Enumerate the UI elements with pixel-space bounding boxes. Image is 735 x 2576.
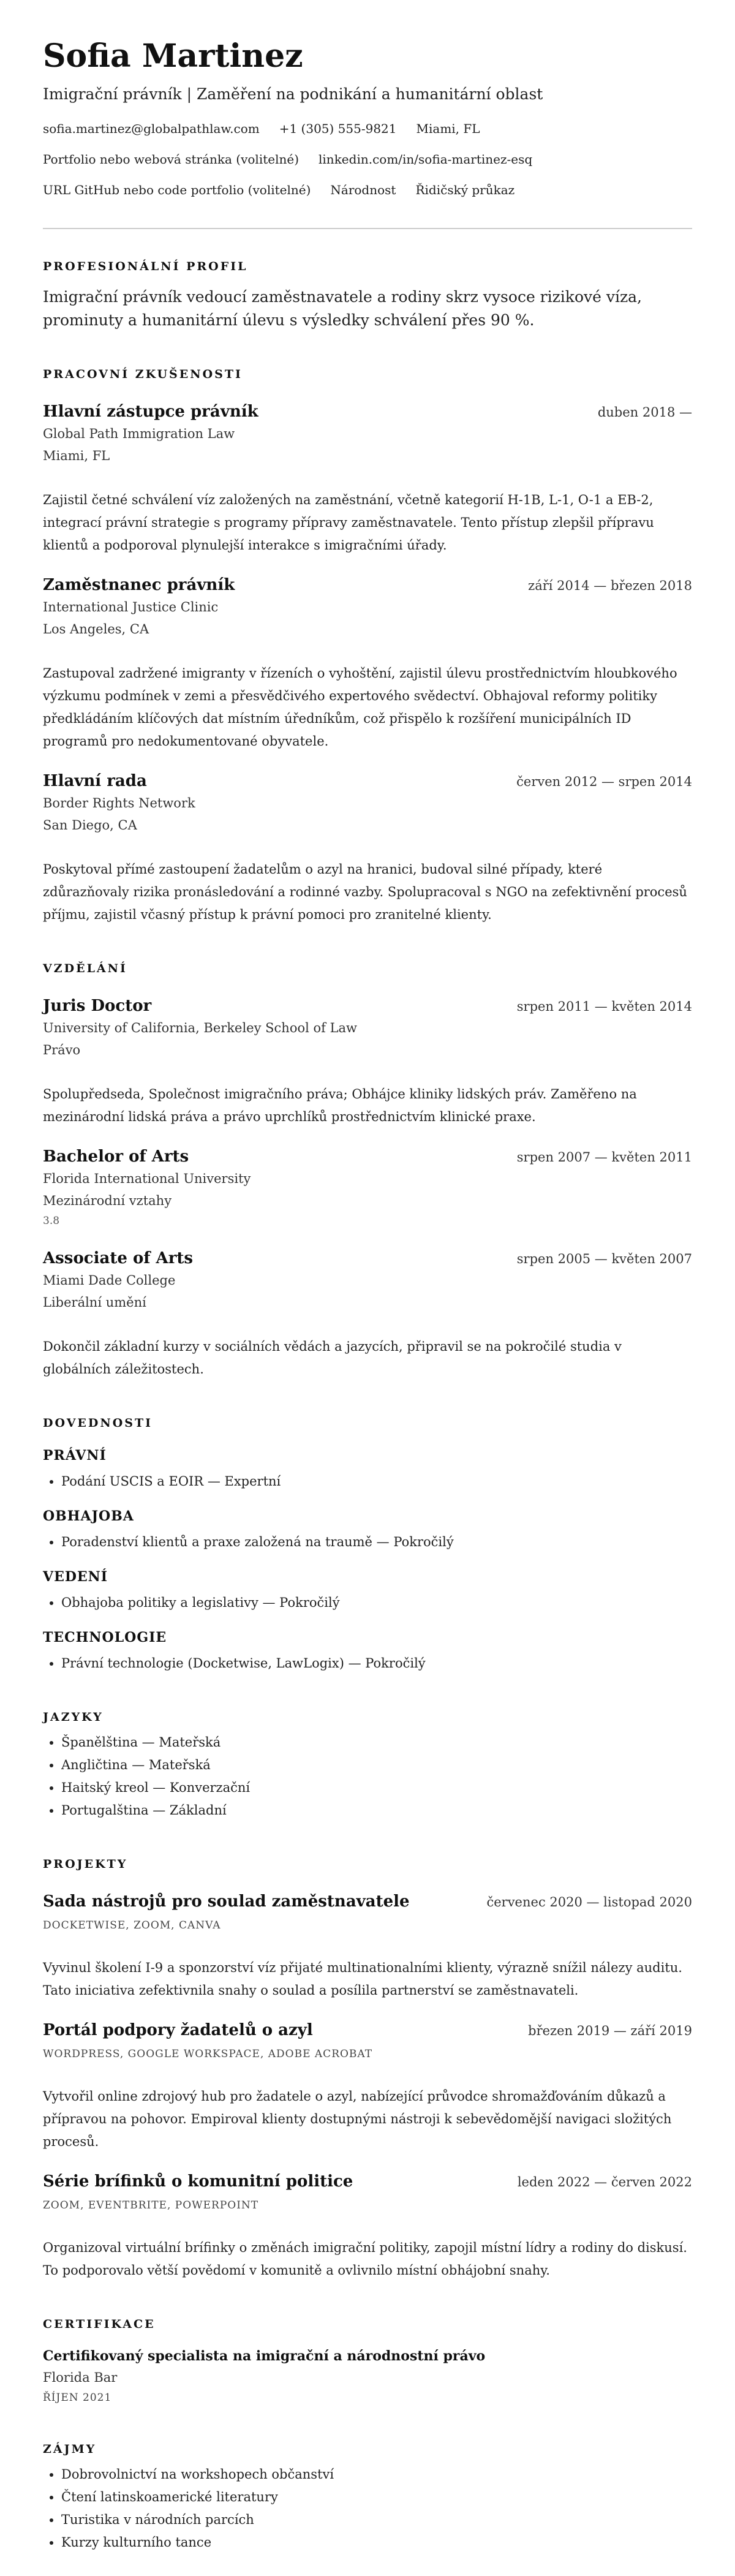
profile-heading: PROFESIONÁLNÍ PROFIL <box>43 260 248 273</box>
education-entry <box>43 1146 692 1230</box>
skill-list <box>43 1531 692 1554</box>
languages-heading: JAZYKY <box>43 1710 104 1724</box>
profile-text: Imigrační právník vedoucí zaměstnavatele a rodiny skrz vysoce rizikové víza, prominuty a humanitární úlevu s výsledky schválení přes 90 %. <box>43 288 643 329</box>
interest-list <box>43 2463 692 2554</box>
nationality-label: Národnost <box>330 183 396 197</box>
skills-heading: DOVEDNOSTI <box>43 1416 153 1430</box>
language-list <box>43 1731 692 1822</box>
interest-item: • Kurzy kulturního tance <box>61 2531 692 2554</box>
employer-name: Global Path Immigration Law <box>43 426 235 441</box>
experience-section <box>43 365 692 926</box>
job-description: Zajistil četné schválení víz založených na zaměstnání, včetně kategorií H-1B, L-1, O-1 a EB-2, integrací právní strategie s programy přípravy zaměstnavatele. Tento přístup zlepšil přípravu klientů a podporoval plynulejší interakce s imigračními úřady. <box>43 493 654 553</box>
experience-heading: PRACOVNÍ ZKUŠENOSTI <box>43 368 243 381</box>
experience-entry <box>43 574 692 753</box>
skill-list <box>43 1652 692 1675</box>
project-entry <box>43 2019 692 2153</box>
skill-category: OBHAJOBA <box>43 1508 134 1524</box>
interests-section <box>43 2440 692 2554</box>
skill-list <box>43 1470 692 1493</box>
project-entry <box>43 1890 692 2002</box>
degree-dates: srpen 2005 — květen 2007 <box>516 1252 692 1266</box>
gpa-value: 3.8 <box>43 1215 60 1227</box>
job-location: Miami, FL <box>43 448 110 463</box>
school-name: University of California, Berkeley School of Law <box>43 1021 358 1035</box>
project-dates: červenec 2020 — listopad 2020 <box>486 1895 692 1909</box>
language-item: • Španělština — Mateřská <box>61 1731 692 1754</box>
projects-section <box>43 1855 692 2282</box>
project-name: Sada nástrojů pro soulad zaměstnavatele <box>43 1892 410 1911</box>
skill-category: PRÁVNÍ <box>43 1448 107 1464</box>
language-item: • Angličtina — Mateřská <box>61 1754 692 1777</box>
certification-date: ŘÍJEN 2021 <box>43 2392 112 2404</box>
certifications-section <box>43 2315 692 2407</box>
skill-list <box>43 1592 692 1614</box>
education-entry <box>43 1247 692 1381</box>
project-name: Série brífinků o komunitní politice <box>43 2172 353 2191</box>
employer-name: Border Rights Network <box>43 796 195 810</box>
interest-item: • Turistika v národních parcích <box>61 2509 692 2531</box>
projects-heading: PROJEKTY <box>43 1857 128 1871</box>
job-title: Hlavní zástupce právník <box>43 402 258 421</box>
project-name: Portál podpory žadatelů o azyl <box>43 2021 313 2039</box>
language-item: • Portugalština — Základní <box>61 1799 692 1822</box>
project-description: Vyvinul školení I-9 a sponzorství víz přijaté multinationalními klienty, výrazně snížil nálezy auditu. Tato iniciativa zefektivnila snahy o soulad a posílila partnerství se zaměstnavateli. <box>43 1960 682 1998</box>
contact-row-extra <box>43 179 692 201</box>
interest-item: • Čtení latinskoamerické literatury <box>61 2486 692 2509</box>
degree-title: Associate of Arts <box>43 1249 194 1267</box>
field-of-study: Mezinárodní vztahy <box>43 1193 172 1208</box>
project-tech: ZOOM, EVENTBRITE, POWERPOINT <box>43 2199 259 2212</box>
field-of-study: Právo <box>43 1043 81 1057</box>
location-text: Miami, FL <box>416 121 480 136</box>
phone-text: +1 (305) 555-9821 <box>279 121 397 136</box>
degree-title: Bachelor of Arts <box>43 1147 189 1166</box>
project-dates: leden 2022 — červen 2022 <box>517 2175 692 2189</box>
interest-item: • Dobrovolnictví na workshopech občanství <box>61 2463 692 2486</box>
job-location: San Diego, CA <box>43 818 137 833</box>
education-description: Spolupředseda, Společnost imigračního práva; Obhájce kliniky lidských práv. Zaměřeno na mezinárodní lidská práva a právo uprchlíků prostřednictvím klinické praxe. <box>43 1087 637 1124</box>
skill-item: • Právní technologie (Docketwise, LawLogix) — Pokročilý <box>61 1652 692 1675</box>
skill-category: VEDENÍ <box>43 1569 108 1585</box>
job-description: Poskytoval přímé zastoupení žadatelům o azyl na hranici, budoval silné případy, které zdůrazňovaly rizika pronásledování a rodinné vazby. Spolupracoval s NGO na zefektivnění procesů příjmu, zajistil včasný přístup k právní pomoci pro zranitelné klienty. <box>43 862 687 922</box>
linkedin-text: linkedin.com/in/sofia-martinez-esq <box>318 152 533 167</box>
project-description: Organizoval virtuální brífinky o změnách imigrační politiky, zapojil místní lídry a rodiny do diskusí. To podporovalo větší povědomí v komunitě a ovlivnilo místní obhájobní snahy. <box>43 2240 687 2278</box>
project-description: Vytvořil online zdrojový hub pro žadatele o azyl, nabízející průvodce shromažďováním důkazů a přípravou na pohovor. Empiroval klienty dostupnými nástroji k sebevědomější navigaci složitých procesů. <box>43 2089 672 2149</box>
job-title: Hlavní rada <box>43 772 147 790</box>
degree-dates: srpen 2007 — květen 2011 <box>516 1150 692 1165</box>
job-description: Zastupoval zadržené imigranty v řízeních o vyhoštění, zajistil úlevu prostřednictvím hloubkového výzkumu podmínek v zemi a přesvědčivého expertového svědectví. Obhajoval reformy politiky předkládáním klíčových dat místním úředníkům, což přispělo k rozšíření municipálních ID programů pro nedokumentované obyvatele. <box>43 666 677 749</box>
header-divider <box>43 228 692 229</box>
resume-header <box>43 37 692 201</box>
skills-section <box>43 1414 692 1675</box>
skill-category: TECHNOLOGIE <box>43 1630 167 1645</box>
project-dates: březen 2019 — září 2019 <box>528 2023 692 2038</box>
experience-entry <box>43 770 692 926</box>
license-label: Řidičský průkaz <box>415 183 515 197</box>
degree-dates: srpen 2011 — květen 2014 <box>516 999 692 1014</box>
project-tech: WORDPRESS, GOOGLE WORKSPACE, ADOBE ACROBAT <box>43 2048 373 2060</box>
certification-name: Certifikovaný specialista na imigrační a národnostní právo <box>43 2348 486 2364</box>
skill-item: • Podání USCIS a EOIR — Expertní <box>61 1470 692 1493</box>
job-title: Zaměstnanec právník <box>43 576 235 594</box>
education-description: Dokončil základní kurzy v sociálních vědách a jazycích, připravil se na pokročilé studia v globálních záležitostech. <box>43 1339 622 1377</box>
language-item: • Haitský kreol — Konverzační <box>61 1777 692 1799</box>
experience-entry <box>43 401 692 557</box>
profile-section <box>43 257 692 332</box>
contact-row-primary <box>43 118 692 140</box>
education-entry <box>43 995 692 1128</box>
github-label: URL GitHub nebo code portfolio (volitelné) <box>43 183 311 197</box>
languages-section <box>43 1708 692 1822</box>
degree-title: Juris Doctor <box>43 997 152 1015</box>
school-name: Florida International University <box>43 1171 251 1186</box>
email-text: sofia.martinez@globalpathlaw.com <box>43 121 260 136</box>
job-dates: červen 2012 — srpen 2014 <box>516 774 692 789</box>
skill-item: • Obhajoba politiky a legislativy — Pokročilý <box>61 1592 692 1614</box>
certification-issuer: Florida Bar <box>43 2370 118 2385</box>
skill-item: • Poradenství klientů a praxe založená na traumě — Pokročilý <box>61 1531 692 1554</box>
education-section <box>43 959 692 1381</box>
field-of-study: Liberální umění <box>43 1295 146 1310</box>
job-dates: září 2014 — březen 2018 <box>528 578 692 593</box>
portfolio-label: Portfolio nebo webová stránka (volitelné) <box>43 152 300 167</box>
education-heading: VZDĚLÁNÍ <box>43 962 127 975</box>
job-dates: duben 2018 — <box>597 405 692 420</box>
candidate-subtitle: Imigrační právník | Zaměření na podnikání a humanitární oblast <box>43 85 543 103</box>
project-entry <box>43 2170 692 2282</box>
interests-heading: ZÁJMY <box>43 2442 97 2456</box>
school-name: Miami Dade College <box>43 1273 176 1288</box>
certifications-heading: CERTIFIKACE <box>43 2317 156 2331</box>
job-location: Los Angeles, CA <box>43 622 149 636</box>
employer-name: International Justice Clinic <box>43 600 219 614</box>
candidate-name: Sofia Martinez <box>43 37 303 75</box>
project-tech: DOCKETWISE, ZOOM, CANVA <box>43 1919 221 1932</box>
contact-row-links <box>43 148 692 170</box>
